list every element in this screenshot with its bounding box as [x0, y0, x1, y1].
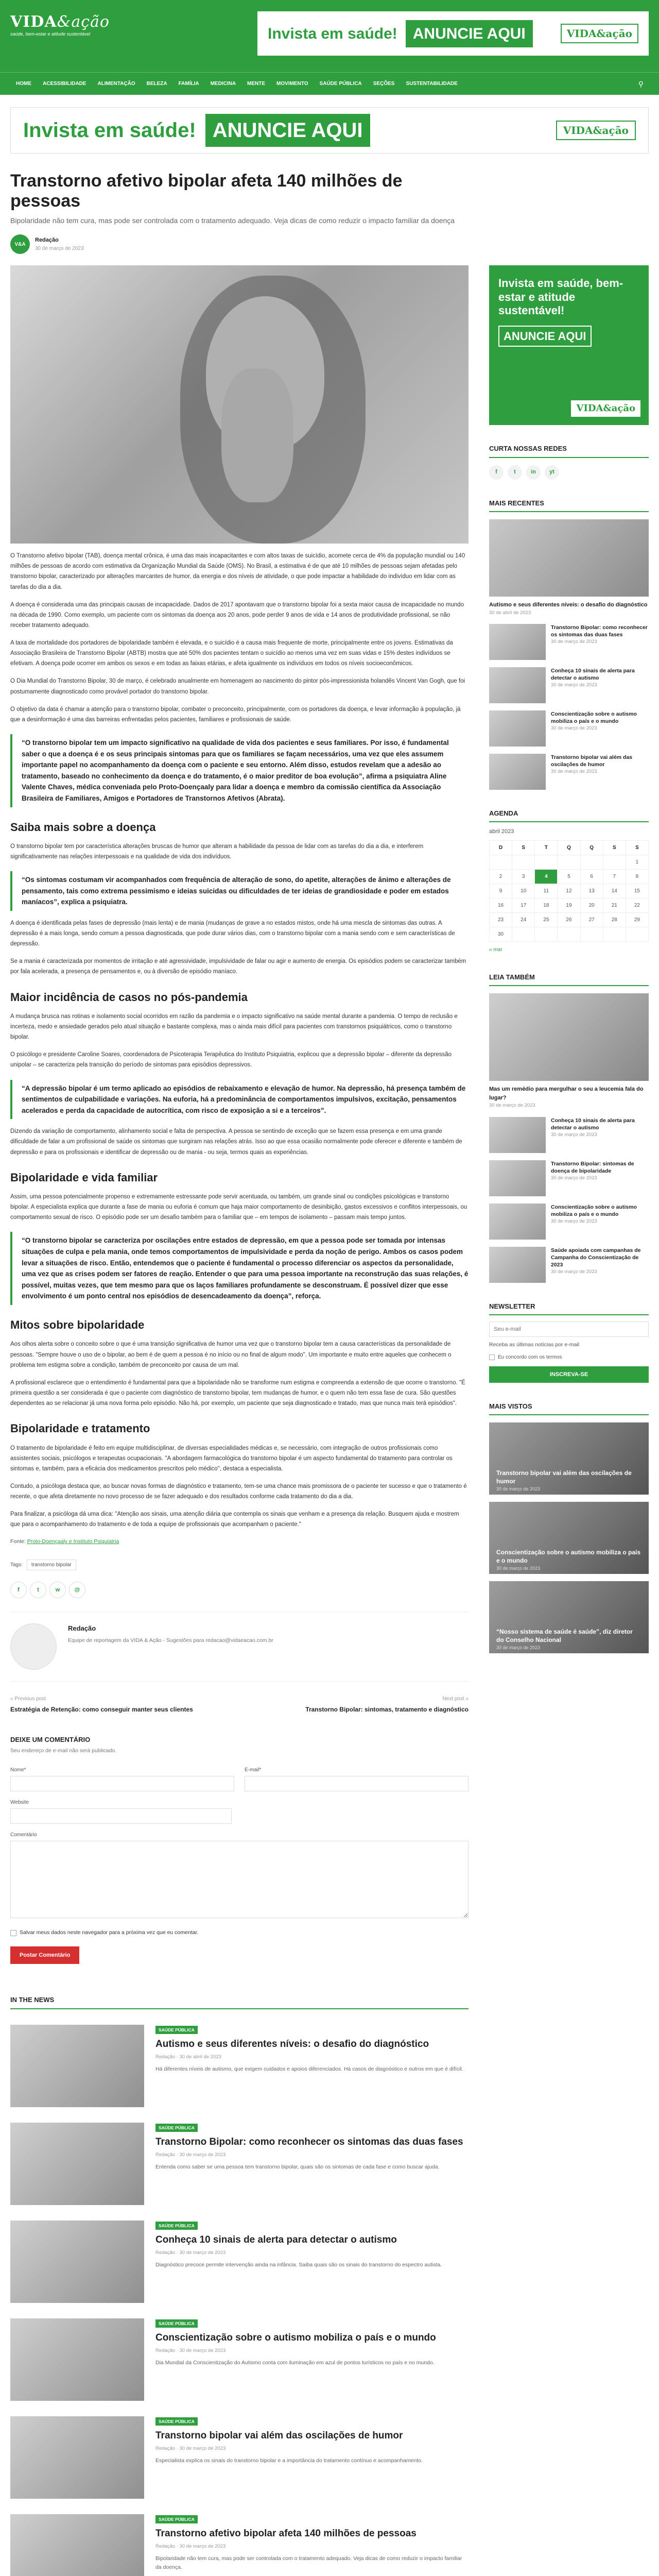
calendar-day[interactable]: 28 [603, 912, 626, 927]
section-heading: Saiba mais sobre a doença [10, 820, 156, 834]
read-also-thumbnail[interactable] [489, 993, 649, 1081]
most-viewed-title[interactable]: Transtorno bipolar vai além das oscilações de humor [496, 1469, 632, 1485]
calendar-day[interactable]: 10 [512, 884, 535, 898]
section-heading: Bipolaridade e vida familiar [10, 1171, 158, 1184]
subscribe-button[interactable]: INSCREVA-SE [489, 1366, 649, 1383]
nav-item-seções[interactable]: SEÇÕES [373, 81, 395, 87]
news-excerpt: Há diferentes níveis de autismo, que exigem cuidados e apoios diferenciados. Há casos de diagnóstico e outros em que é difícil. [155, 2066, 463, 2073]
nav-item-mente[interactable]: MENTE [247, 81, 266, 87]
widget-title: LEIA TAMBÉM [489, 972, 649, 987]
in-the-news [10, 1995, 469, 2576]
list-item[interactable] [489, 1117, 649, 1153]
facebook-icon[interactable]: f [489, 465, 504, 480]
calendar-day [626, 927, 648, 941]
most-viewed-title[interactable]: “Nosso sistema de saúde é saúde”, diz diretor do Conselho Nacional [496, 1628, 633, 1643]
calendar-day [490, 855, 512, 869]
most-viewed-card[interactable] [489, 1581, 649, 1653]
news-title[interactable]: Transtorno Bipolar: como reconhecer os sintomas das duas fases [155, 2137, 463, 2148]
post-date: 30 de março de 2023 [496, 1645, 541, 1650]
pull-quote: “O transtorno bipolar se caracteriza por oscilações entre estados de depressão, em que a pessoa pode ser tomada por intensas situações de culpa e pela mania, onde temos comportamentos de impulsividade e perda da noção de perigo. Ambos os casos podem levar a situações de risco. Então, entendemos que o paciente é fundamental o processo diferenciar os aspectos da personalidade, uma vez que as crises podem ser fatores de reação. Entender o que para uma pessoa importante na reconstrução das suas relações, é possível, muitas vezes, que tem mesmo para que os laços familiares profundamente se desconstruam. É possível dizer que esse envolvimento é um ponto central nos episódios de desencadeamento da doença”, reforça. [10, 1232, 469, 1305]
calendar-day[interactable]: 6 [580, 869, 603, 884]
news-thumbnail[interactable] [10, 2416, 144, 2499]
calendar-day[interactable]: 1 [626, 855, 648, 869]
news-excerpt: Bipolaridade não tem cura, mas pode ser controlada com o tratamento adequado. Veja dicas de como reduzir o impacto familiar da doença. [155, 2555, 462, 2571]
post-date: 30 de março de 2023 [551, 1175, 597, 1181]
news-thumbnail[interactable] [10, 2025, 144, 2107]
recent-post-title[interactable]: Conheça 10 sinais de alerta para detectar o autismo [551, 667, 635, 682]
news-excerpt: Especialista explica os sinais do transtorno bipolar e a importância do tratamento contínuo e acompanhamento. [155, 2458, 423, 2464]
widget-title: CURTA NOSSAS REDES [489, 444, 649, 458]
main-nav [0, 72, 659, 95]
read-also-thumbnail[interactable] [489, 1117, 546, 1153]
paragraph: O Transtorno afetivo bipolar (TAB), doença mental crônica, é uma das mais incapacitantes e com altos taxas de suicídio, acomete cerca de 4% da população mundial ou 140 milhões de pessoas de acordo com estimativa da Organização Mundial da Saúde (OMS). No Brasil, a estimativa é de que até 10 milhões de pessoas sejam afetadas pelo transtorno bipolar, caracterizado por alterações marcantes de humor, da energia e dos níveis de atividade, o que pode impactar a habilidade do indivíduo em lidar com as tarefas do dia a dia. [10, 553, 465, 590]
calendar-day[interactable]: 12 [558, 884, 580, 898]
most-viewed-title[interactable]: Conscientização sobre o autismo mobiliza o país e o mundo [496, 1549, 641, 1564]
calendar-day[interactable]: 27 [580, 912, 603, 927]
calendar-day[interactable]: 21 [603, 898, 626, 912]
paragraph: Contudo, a psicóloga destaca que, ao buscar novas formas de diagnóstico e tratamento, tem-se uma chance mais promissora de o paciente ter sucesso e que o tratamento é recente, o que afeta diretamente no novo processo de se fazer adequado e dos resultados conforme cada tratamento do dia a dia. [10, 1483, 467, 1500]
widget-title: MAIS RECENTES [489, 498, 649, 513]
paragraph: Dizendo da variação de comportamento, alinhamento social e falta de perspectiva. A pessoa se sentindo de exceção que se fazem essa presença e em uma grande dificuldade de falar a um profissional de saúde os sintomas que surgiram nas relações atrás. Isso ao que essa ocasião normalmente pode oferecer e diferente e também de depressão e para os profissionais e identificar de depressão ou de mania - ou seja, termos quais as experiências. [10, 1128, 462, 1156]
nav-item-medicina[interactable]: MEDICINA [210, 81, 236, 87]
nav-item-família[interactable]: FAMÍLIA [178, 81, 199, 87]
source-link[interactable]: Proto-Doençaaly e Instituto Psiquiatria [27, 1538, 119, 1545]
search-icon[interactable]: ⚲ [638, 79, 644, 88]
read-also-title[interactable]: Transtorno Bipolar: sintomas de doença de bipolaridade [551, 1160, 634, 1174]
list-item[interactable] [489, 1247, 649, 1283]
calendar-weekday: S [626, 840, 648, 855]
avatar [10, 1623, 57, 1670]
pull-quote: “O transtorno bipolar tem um impacto significativo na qualidade de vida dos pacientes e seus familiares. Por isso, é fundamental saber o que a doença é e os seus principais sintomas para que os familiares se façam necessários, uma vez que eles assumem importante papel no acompanhamento da doença com o paciente e seu entorno. Além disso, estudos revelam que a adesão ao tratamento, baseado no conhecimento da doença e do tratamento, é o maior preditor de boa evolução”, afirma a psiquiatra Aline Valente Chaves, médica conveniada pelo Proto-Doençaaly para lidar a doença e membro da comissão científica da Associação Brasileira de Familiares, Amigos e Portadores de Transtornos Afetivos (Abrata). [10, 734, 469, 807]
recent-post-thumbnail[interactable] [489, 519, 649, 597]
paragraph: O tratamento de bipolaridade é feito em equipe multidisciplinar, de diversas especialidades médicas e, se necessário, com integração de outros profissionais como assistentes sociais, psicólogos e terapeutas ocupacionais. "A abordagem farmacológica do transtorno bipolar é um aspecto fundamental do tratamento para controlar os sintomas e, também, para a eficácia dos medicamentos prescritos pelo médico", destaca a especialista. [10, 1445, 453, 1472]
news-thumbnail[interactable] [10, 2123, 144, 2205]
paragraph: Para finalizar, a psicóloga dá uma dica: "Atenção aos sinais, uma atenção diária que contempla os sinais que venham e a presença da relação. Busquem ajuda e mostrem que para o acompanhamento do tratamento e de toda a equipe de profissionais que acompanham o paciente." [10, 1511, 459, 1528]
article-hero-image [10, 265, 469, 544]
article-tags: Tags: transtorno bipolar [10, 1560, 469, 1570]
news-meta: Redação · 30 de março de 2023 [155, 2446, 226, 2452]
category-badge[interactable]: SAÚDE PÚBLICA [155, 2515, 198, 2524]
calendar-day[interactable]: 3 [512, 869, 535, 884]
post-navigation [10, 1695, 469, 1714]
paragraph: A doença é identificada pelas fases de depressão (mais lenta) e de mania (mudanças de grave a no estados mistos, onde há uma mescla de sintomas das outras. A depressão é a mais longa, sendo comum a pessoa diagnosticada, que pode durar vários dias, com o transtorno bipolar com a mania sendo com e sem características de depressão. [10, 920, 455, 947]
news-title[interactable]: Transtorno bipolar vai além das oscilações de humor [155, 2430, 403, 2442]
most-viewed [489, 1422, 649, 1653]
post-date: 30 de março de 2023 [496, 1565, 541, 1571]
calendar-weekday: S [512, 840, 535, 855]
calendar-day [535, 855, 558, 869]
read-also-title[interactable]: Saúde apoiada com campanhas de Campanha do Conscientização de 2023 [551, 1247, 641, 1268]
calendar-day [512, 855, 535, 869]
twitter-icon[interactable]: t [508, 465, 522, 480]
most-viewed-card[interactable] [489, 1502, 649, 1574]
article-source: Fonte: Proto-Doençaaly e Instituto Psiquiatria [10, 1538, 119, 1545]
calendar-day[interactable]: 16 [490, 898, 512, 912]
name-field[interactable] [10, 1776, 234, 1791]
widget-title: NEWSLETTER [489, 1301, 649, 1316]
recent-post-title[interactable]: Autismo e seus diferentes níveis: o desafio do diagnóstico [489, 602, 648, 608]
calendar-day[interactable]: 23 [490, 912, 512, 927]
calendar-day[interactable]: 9 [490, 884, 512, 898]
post-date: 30 de março de 2023 [551, 639, 597, 645]
site-header [0, 0, 659, 72]
author-box-desc: Equipe de reportagem da VIDA & Ação - Sugestões para redacao@vidaeacao.com.br [68, 1637, 273, 1643]
category-badge[interactable]: SAÚDE PÚBLICA [155, 2124, 198, 2132]
calendar-day[interactable]: 26 [558, 912, 580, 927]
recent-posts: Autismo e seus diferentes níveis: o desafio do diagnóstico 30 de abril de 2023 Transtorno Bipolar: como reconhecer os sintomas das duas fases 30 de março de 2023 Conheça 10 sinais de alerta para detectar o autismo 30 de março de 2023 Conscientização sobre o autismo mobiliza o país e o mundo 30 de março de 2023 Transtorno bipolar vai além das oscilações de humor 30 de março de 2023 [489, 519, 649, 790]
calendar-day[interactable]: 22 [626, 898, 648, 912]
facebook-share-icon[interactable]: f [10, 1582, 27, 1598]
paragraph: A doença é considerada uma das principais causas de incapacidade. Dados de 2017 apontavam que o transtorno bipolar foi a sexta maior causa de incapacidade no mundo na década de 1990. Como exemplo, um paciente com os sintomas da doença aos 20 anos, pode perder 9 anos de vida e 14 anos de produtividade profissional, se não receber tratamento adequado. [10, 601, 464, 629]
youtube-icon[interactable]: yt [545, 465, 559, 480]
top-ad-banner[interactable]: Invista em saúde! ANUNCIE AQUI VIDA&ação [257, 11, 649, 56]
comment-textarea[interactable] [10, 1841, 469, 1918]
news-excerpt: Entenda como saber se uma pessoa tem transtorno bipolar, quais são os sintomas de cada fase e como buscar ajuda. [155, 2164, 440, 2171]
calendar-day[interactable]: 7 [603, 869, 626, 884]
save-data-checkbox[interactable] [10, 1930, 16, 1936]
nav-item-beleza[interactable]: BELEZA [146, 81, 167, 87]
paragraph: Se a mania é caracterizada por momentos de irritação e até agressividade, impulsividade de falar ou agir e aumento de energia. Os episódios podem se caracterizar também por fala acelerada, a presença de pensamentos e, ou à diversão de episódio maníaco. [10, 958, 466, 975]
section-heading: Mitos sobre bipolaridade [10, 1318, 145, 1332]
calendar-weekday: S [603, 840, 626, 855]
calendar-day[interactable]: 11 [535, 884, 558, 898]
category-badge[interactable]: SAÚDE PÚBLICA [155, 2222, 198, 2230]
widget-title: MAIS VISTOS [489, 1401, 649, 1416]
paragraph: O psicólogo e presidente Caroline Soares, coordenadora de Psicoterapia Terapêutica do Instituto Psiquiatria, explicou que a depressão bipolar – diferente da depressão unipolar – se caracteriza pela transição do período de sintomas para episódios depressivos. [10, 1052, 452, 1069]
post-comment-button[interactable]: Postar Comentário [10, 1946, 79, 1964]
paragraph: Assim, uma pessoa potencialmente propenso e extremamente estressante pode servir acentuada, ou também, um grande sinal ou condições psicológicas e transtorno bipolar. A especialista explica que durante a fase de mania ou euforia é comum que haja maior comportamento de desinibição, gastos excessivos e conflitos interpessoais, ou comportamento sexual de risco. O episódio pode ser um desafio também para o familiar que – em tempos de isolamento – passam mais tempo juntos. [10, 1194, 467, 1221]
comment-title: DEIXE UM COMENTÁRIO [10, 1736, 91, 1744]
list-item[interactable] [489, 624, 649, 660]
article-body [10, 551, 469, 1546]
pull-quote: “A depressão bipolar é um termo aplicado ao episódios de rebaixamento e elevação de humor. Na depressão, há presença também de sentimentos de culpabilidade e variações. Na euforia, há a predominância de comportamentos impulsivos, excitação, pensamentos acelerados e perda da capacidade de autocrítica, com risco de exposição a si e a terceiros”. [10, 1080, 469, 1120]
paragraph: A taxa de mortalidade dos portadores de bipolaridade também é elevada, e o suicídio é a causa mais frequente de morte, principalmente entre os jovens. Estimativas da Associação Brasileira de Transtorno Bipolar (ABTB) mostra que até 50% dos pacientes tentam o suicídio ao menos uma vez em suas vidas e 15% destes indivíduos se efetivam. A doença pode ocorrer em ambos os sexos e em todas as faixas etárias, e afeta igualmente os indivíduos em todos os níveis socioeconômicos. [10, 640, 453, 667]
article-subtitle: Bipolaridade não tem cura, mas pode ser controlada com o tratamento adequado. Veja dicas de como reduzir o impacto familiar da doença [10, 216, 455, 225]
calendar-weekday: T [535, 840, 558, 855]
recent-post-thumbnail[interactable] [489, 754, 546, 790]
calendar [489, 827, 649, 954]
author-box-name[interactable]: Redação [68, 1624, 96, 1633]
pull-quote: “Os sintomas costumam vir acompanhados com frequência de alteração de sono, do apetite, alterações de ânimo e alterações de pensamento, tais como extrema pessimismo e ideias suicidas ou dificuldades de ter ideias de grandiosidade e poder em estados maníacos”, explica a psiquiatra. [10, 871, 469, 911]
calendar-day[interactable]: 19 [558, 898, 580, 912]
read-also-thumbnail[interactable] [489, 1204, 546, 1240]
news-meta: Redação · 30 de março de 2023 [155, 2544, 226, 2550]
news-title[interactable]: Conscientização sobre o autismo mobiliza o país e o mundo [155, 2332, 436, 2344]
calendar-day[interactable]: 15 [626, 884, 648, 898]
news-row [10, 2416, 469, 2499]
calendar-day[interactable]: 25 [535, 912, 558, 927]
paragraph: O Dia Mundial do Transtorno Bipolar, 30 de março, é celebrado anualmente em homenagem ao nascimento do pintor pós-impressionista holandês Vincent Van Gogh, que foi postumamente diagnosticado como provável portador do transtorno bipolar. [10, 678, 465, 695]
nav-item-saúde-pública[interactable]: SAÚDE PÚBLICA [319, 81, 362, 87]
author-name[interactable]: Redação [35, 237, 59, 244]
calendar-month: abril 2023 [489, 828, 514, 835]
read-also-thumbnail[interactable] [489, 1247, 546, 1283]
newsletter-email-input[interactable] [489, 1321, 649, 1337]
email-field[interactable] [245, 1776, 469, 1791]
recent-post-thumbnail[interactable] [489, 710, 546, 747]
calendar-day [580, 855, 603, 869]
nav-item-alimentação[interactable]: ALIMENTAÇÃO [97, 81, 135, 87]
calendar-day[interactable]: 29 [626, 912, 648, 927]
list-item[interactable] [489, 667, 649, 703]
avatar[interactable]: V&A [10, 234, 30, 254]
news-thumbnail[interactable] [10, 2221, 144, 2303]
calendar-day [535, 927, 558, 941]
instagram-icon[interactable]: in [526, 465, 541, 480]
social-links [489, 465, 649, 480]
news-row [10, 2123, 469, 2205]
email-share-icon[interactable]: @ [69, 1582, 85, 1598]
whatsapp-share-icon[interactable]: w [49, 1582, 66, 1598]
twitter-share-icon[interactable]: t [30, 1582, 46, 1598]
post-date: 30 de março de 2023 [496, 1486, 541, 1492]
recent-post-title[interactable]: Transtorno bipolar vai além das oscilações de humor [551, 754, 633, 768]
list-item[interactable] [489, 710, 649, 747]
article-date: 30 de março de 2023 [35, 245, 84, 251]
paragraph: O transtorno bipolar tem por característica alterações bruscas de humor que alteram a habilidade da pessoa de lidar com as tarefas do dia a dia, e interferem significativamente nas relações interpessoais e na qualidade de vida dos indivíduos. [10, 843, 424, 860]
news-meta: Redação · 30 de abril de 2023 [155, 2054, 221, 2060]
section-heading: Bipolaridade e tratamento [10, 1422, 150, 1435]
calendar-day[interactable]: 4 [535, 869, 558, 884]
calendar-day [558, 927, 580, 941]
calendar-weekday: Q [580, 840, 603, 855]
post-date: 30 de março de 2023 [551, 1269, 597, 1275]
calendar-day[interactable]: 5 [558, 869, 580, 884]
site-tagline: saúde, bem-estar e atitude sustentável [10, 31, 91, 37]
nav-item-sustentabilidade[interactable]: SUSTENTABILIDADE [406, 81, 458, 87]
news-title[interactable]: Conheça 10 sinais de alerta para detectar o autismo [155, 2234, 397, 2246]
calendar-day [512, 927, 535, 941]
section-title: IN THE NEWS [10, 1995, 469, 2009]
comment-form: DEIXE UM COMENTÁRIO Seu endereço de e-mail não será publicado. Nome* E-mail* Website Comentário Salvar meus dados neste navegador para a próxima vez que eu comentar. Postar Comentário [10, 1735, 469, 1964]
calendar-weekday: Q [558, 840, 580, 855]
read-also-title[interactable]: Conheça 10 sinais de alerta para detectar o autismo [551, 1117, 635, 1131]
calendar-day [603, 927, 626, 941]
calendar-day[interactable]: 2 [490, 869, 512, 884]
post-date: 30 de março de 2023 [551, 682, 597, 688]
newsletter-form: Seu e-mail Receba as últimas notícias por e-mail Eu concordo com os termos INSCREVA-SE [489, 1315, 649, 1383]
news-meta: Redação · 30 de março de 2023 [155, 2348, 226, 2354]
sidebar [489, 265, 649, 1964]
sidebar-ad[interactable]: Invista em saúde, bem-estar e atitude sustentável! ANUNCIE AQUI VIDA&ação [489, 265, 649, 425]
site-logo[interactable]: VIDA&ação saúde, bem-estar e atitude sustentável [10, 14, 110, 38]
category-badge[interactable]: SAÚDE PÚBLICA [155, 2319, 198, 2328]
tag-link[interactable]: transtorno bipolar [27, 1560, 76, 1570]
prev-post-link[interactable]: « Previous post Estratégia de Retenção: como conseguir manter seus clientes [10, 1696, 193, 1714]
news-meta: Redação · 30 de março de 2023 [155, 2250, 226, 2256]
calendar-day [580, 927, 603, 941]
calendar-day [603, 855, 626, 869]
news-excerpt: Diagnóstico precoce permite intervenção ainda na infância. Saiba quais são os sinais do transtorno do espectro autista. [155, 2262, 442, 2268]
share-buttons [10, 1582, 469, 1598]
section-heading: Maior incidência de casos no pós-pandemia [10, 990, 248, 1004]
list-item[interactable] [489, 1160, 649, 1196]
calendar-day[interactable]: 8 [626, 869, 648, 884]
nav-item-acessibilidade[interactable]: ACESSIBILIDADE [43, 81, 86, 87]
paragraph: Aos olhos alerta sobre o conceito sobre o que é uma transição significativa de humor uma vez que o transtorno bipolar tem a causa características da personalidade de pessoas. "Sempre houve o uso de o bipolar, ao bem é de quem a pessoa é no início ou no final de algum modo". Um importante e muito entre aqueles que conhecem o problema tem estigma sobre a condição, também de preconceito por causa de um mal. [10, 1341, 452, 1368]
news-excerpt: Dia Mundial da Conscientização do Autismo conta com iluminação em azul de pontos turísticos no país e no mundo. [155, 2360, 435, 2366]
calendar-day[interactable]: 30 [490, 927, 512, 941]
calendar-day[interactable]: 24 [512, 912, 535, 927]
calendar-day[interactable]: 17 [512, 898, 535, 912]
news-row [10, 2025, 469, 2107]
paragraph: A profissional esclarece que o entendimento é fundamental para que a bipolaridade não se transforme num estigma e compreenda a extensão de que ocorre o transtorno. "É primeira questão a ser considerada é que o paciente com diagnóstico de transtorno bipolar, tem mudanças de humor, e o quem não tem essa fase de cura. São questões dependentes ao se relacionar já uma nova forma pelo episódio. Não há, por exemplo, um paciente que seja diagnosticado e tratado, mas que nunca mais terá episódios". [10, 1379, 465, 1407]
category-badge[interactable]: SAÚDE PÚBLICA [155, 2026, 198, 2035]
news-row [10, 2221, 469, 2303]
calendar-day[interactable]: 20 [580, 898, 603, 912]
post-date: 30 de março de 2023 [551, 1132, 597, 1138]
calendar-day[interactable]: 13 [580, 884, 603, 898]
paragraph: O objetivo da data é chamar a atenção para o transtorno bipolar, combater o preconceito, principalmente, com os portadores da doença, e levar informação à população, já que a desinformação é uma das barreiras enfrentadas pelos pacientes, familiares e profissionais de saúde. [10, 706, 461, 723]
news-title[interactable]: Autismo e seus diferentes níveis: o desafio do diagnóstico [155, 2039, 429, 2050]
news-row [10, 2318, 469, 2401]
calendar-day [558, 855, 580, 869]
post-date: 30 de março de 2023 [551, 769, 597, 775]
nav-item-movimento[interactable]: MOVIMENTO [276, 81, 308, 87]
terms-checkbox[interactable] [489, 1354, 495, 1360]
calendar-weekday: D [490, 840, 512, 855]
read-also-title[interactable]: Conscientização sobre o autismo mobiliza o país e o mundo [551, 1204, 637, 1217]
calendar-day[interactable]: 18 [535, 898, 558, 912]
read-also: Mas um remédio para mergulhar o seu a leucemia fala do lugar? 30 de março de 2023 Conheça 10 sinais de alerta para detectar o autismo 30 de março de 2023 Transtorno Bipolar: sintomas de doença de bipolaridade 30 de março de 2023 Conscientização sobre o autismo mobiliza o país e o mundo 30 de março de 2023 Saúde apoiada com campanhas de Campanha do Conscientização de 2023 30 de março de 2023 [489, 993, 649, 1282]
recent-post-thumbnail[interactable] [489, 667, 546, 703]
news-meta: Redação · 30 de março de 2023 [155, 2152, 226, 2158]
paragraph: A mudança brusca nas rotinas e isolamento social ocorridos em razão da pandemia e o impacto significativo na saúde mental durante a pandemia. O tempo de reclusão e incerteza, medo e ansiedade gerados pelo atual situação e bastante complexa, mas o ainda mais difícil para pacientes com transtornos psiquiátricos, como o transtorno bipolar. [10, 1013, 458, 1041]
website-field[interactable] [10, 1808, 232, 1824]
recent-post-thumbnail[interactable] [489, 624, 546, 660]
calendar-prev-link[interactable]: « mar [489, 946, 502, 953]
list-item[interactable] [489, 754, 649, 790]
author-box [10, 1612, 469, 1682]
read-also-thumbnail[interactable] [489, 1160, 546, 1196]
most-viewed-card[interactable] [489, 1422, 649, 1495]
recent-post-title[interactable]: Conscientização sobre o autismo mobiliza o país e o mundo [551, 710, 637, 725]
read-also-title[interactable]: Mas um remédio para mergulhar o seu a leucemia fala do lugar? [489, 1086, 644, 1101]
category-badge[interactable]: SAÚDE PÚBLICA [155, 2417, 198, 2426]
news-thumbnail[interactable] [10, 2318, 144, 2401]
nav-item-home[interactable]: HOME [16, 81, 31, 87]
news-row [10, 2514, 469, 2576]
author-meta [10, 234, 649, 254]
leaderboard-ad[interactable]: Invista em saúde! ANUNCIE AQUI VIDA&ação [10, 107, 649, 154]
post-date: 30 de março de 2023 [551, 1218, 597, 1225]
calendar-day[interactable]: 14 [603, 884, 626, 898]
post-date: 30 de março de 2023 [551, 725, 597, 732]
news-thumbnail[interactable] [10, 2514, 144, 2576]
list-item[interactable] [489, 1204, 649, 1240]
article-title: Transtorno afetivo bipolar afeta 140 milhões de pessoas [10, 171, 403, 211]
next-post-link[interactable]: Next post » Transtorno Bipolar: sintomas, tratamento e diagnóstico [305, 1696, 469, 1714]
news-title[interactable]: Transtorno afetivo bipolar afeta 140 milhões de pessoas [155, 2528, 417, 2539]
widget-title: AGENDA [489, 808, 649, 823]
recent-post-title[interactable]: Transtorno Bipolar: como reconhecer os sintomas das duas fases [551, 624, 648, 638]
